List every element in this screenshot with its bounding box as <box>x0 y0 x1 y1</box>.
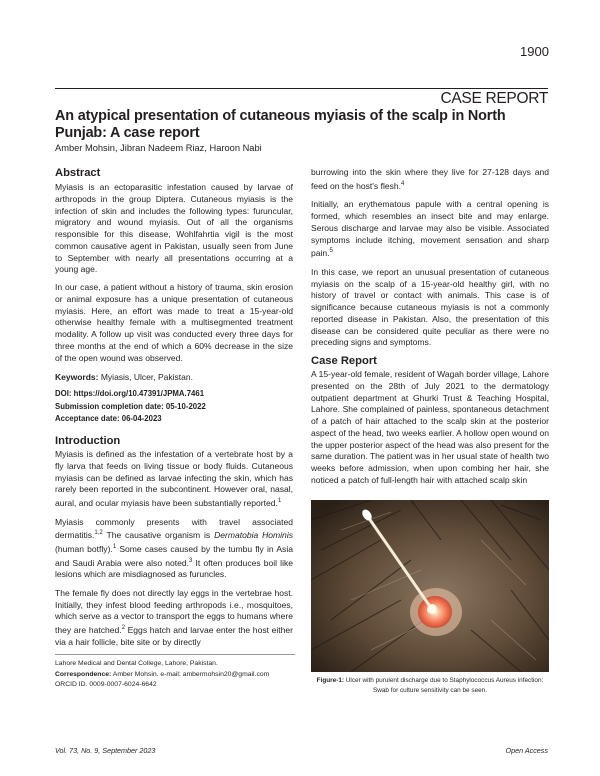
figure-1-caption: Figure-1: Ulcer with purulent discharge due to Staphylococcus Aureus infection: Swab for culture sensitivity can be seen. <box>316 677 544 694</box>
footnote <box>55 659 295 691</box>
abstract-paragraph-2: In our case, a patient without a history of trauma, skin erosion or animal exposure has a unique presentation of cutaneous myiasis. Here, an effort was made to treat a 15-year-old otherwise healthy female with a multisegmented treatment modality. A follow up visit was conducted every three days for three months at the end of which a 60% decrease in the size of the open wound was observed. <box>55 282 293 363</box>
introduction-section <box>55 435 293 648</box>
keywords <box>55 372 293 382</box>
submission-date: Submission completion date: 05-10-2022 <box>55 401 206 411</box>
affiliation: Lahore Medical and Dental College, Lahore, Pakistan. <box>55 660 218 667</box>
orcid: ORCID ID. 0009-0007-6024-6642 <box>55 681 157 688</box>
continuation-paragraph: burrowing into the skin where they live for 27-128 days and feed on the host's flesh.$^4$ <box>311 167 549 191</box>
case-significance-paragraph: In this case, we report an unusual presentation of cutaneous myiasis on the scalp of a 15-year-old healthy girl, with no history of travel or contact with animals. This case is of significance because cutaneous myiasis is not a commonly reported disease in Pakistan. Also, the presentation of this disease can be considered quite peculiar as there were no preceding signs and symptoms. <box>311 266 549 348</box>
right-column <box>311 167 549 487</box>
open-access-label: Open Access <box>505 746 548 755</box>
correspondence: Correspondence: Amber Mohsin. e-mail: ambermohsin20@gmail.com <box>55 670 270 678</box>
article-title: An atypical presentation of cutaneous myiasis of the scalp in North Punjab: A case report <box>55 108 506 141</box>
keywords-text: Myiasis, Ulcer, Pakistan. <box>100 372 193 383</box>
figure-1-photo <box>311 500 549 672</box>
abstract-paragraph-1: Myiasis is an ectoparasitic infestation caused by larvae of arthropods in the group Diptera. Cutaneous myiasis is the infection of skin and includes the following types: furuncular, migratory and wound myiasis. Out of all the organisms responsible for this disease, Wohlfahrtia vigil is the most common causative agent in Pakistan, usually seen from June to September with nearly all presentations occurring at a young age. <box>55 182 293 275</box>
acceptance-date: Acceptance date: 06-04-2023 <box>55 414 162 424</box>
case-report-heading: Case Report <box>311 355 377 368</box>
article-meta <box>55 388 293 425</box>
case-report-paragraph: A 15-year-old female, resident of Wagah border village, Lahore presented on the 28th of July 2021 to the dermatology outpatient department at Ghurki Trust & Teaching Hospital, Lahore. She complained of painless, spontaneous detachment of a patch of hair attached to the scalp skin at the posterior aspect of the head, two weeks earlier. A hollow open wound on the upper posterior aspect of the head was also present for the same duration. The patient was in her usual state of health two weeks before admission, when upon combing her hair, she noticed a patch of full-length hair with attached scalp skin <box>311 369 549 485</box>
abstract-heading: Abstract <box>55 167 101 179</box>
keywords-label: Keywords: <box>55 372 99 383</box>
introduction-heading: Introduction <box>55 435 121 447</box>
section-label: CASE REPORT <box>440 90 548 107</box>
header-rule <box>55 88 548 89</box>
footnote-rule <box>55 654 295 655</box>
volume-info: Vol. 73, No. 9, September 2023 <box>55 746 156 755</box>
introduction-paragraph-1: Myiasis is defined as the infestation of a vertebrate host by a fly larva that feeds on living tissue or body fluids. Cutaneous myiasis can be defined as larvae infecting the skin, which has rarely been reported in the subcontinent. However oral, nasal, aural, and ocular myiasis have been substantially reported.$^1$ <box>55 449 293 508</box>
page-number: 1900 <box>520 44 549 59</box>
author-list: Amber Mohsin, Jibran Nadeem Riaz, Haroon Nabi <box>55 143 262 153</box>
symptoms-paragraph: Initially, an erythematous papule with a central opening is formed, which resembles an insect bite and may enlarge. Serous discharge and larvae may also be visible. Associated symptoms include itching, movement sensation and sharp pain.$^5$ <box>311 199 549 259</box>
introduction-paragraph-3: The female fly does not directly lay eggs in the vertebrae host. Initially, they infest blood feeding arthropods i.e., mosquitoes, which serve as a vector to transport the eggs to humans where they are hatched.$^2$ Eggs hatch and larvae enter the host either via a hair follicle, bite site or by directly <box>55 587 294 647</box>
abstract-section <box>55 167 293 425</box>
doi-link[interactable]: DOI: https://doi.org/10.47391/JPMA.7461 <box>55 389 205 399</box>
scalp-wound-illustration <box>311 500 549 672</box>
introduction-paragraph-2: Myiasis commonly presents with travel associated dermatitis.$^{1,2}$ The causative organism is Dermatobia Hominis (human botfly).$^1$ Some cases caused by the tumbu fly in Asia and Saudi Arabia were also noted.$^3$ It often produces boil like lesions which are misdiagnosed as furuncles. <box>55 516 293 580</box>
